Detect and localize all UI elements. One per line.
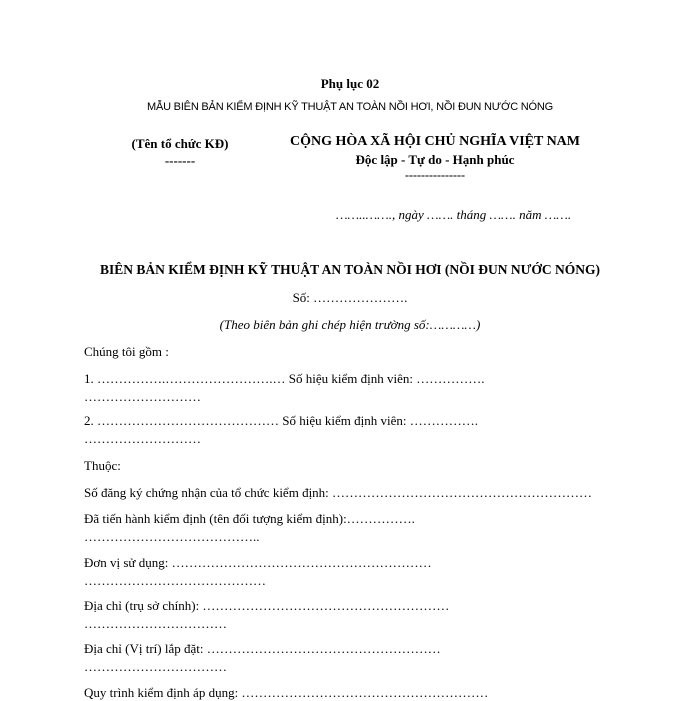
inspector-2-line: 2. …………………………………… Số hiệu kiểm định viên: …………….	[84, 413, 478, 428]
install-location-continuation: ……………………………	[84, 659, 227, 674]
inspection-procedure-line: Quy trình kiểm định áp dụng: …………………………………………………	[84, 685, 489, 700]
inspector-1-line: 1. …………….…………………….… Số hiệu kiểm định viên: …………….	[84, 371, 485, 386]
national-title: CỘNG HÒA XÃ HỘI CHỦ NGHĨA VIỆT NAM	[289, 134, 580, 149]
document-number: Số: ………………….	[292, 290, 408, 305]
appendix-subtitle: MẪU BIÊN BẢN KIỂM ĐỊNH KỸ THUẬT AN TOÀN NỒI HƠI, NỒI ĐUN NƯỚC NÓNG	[146, 101, 554, 113]
inspector-1-continuation: ………………………	[84, 389, 201, 404]
appendix-label: Phụ lục 02	[320, 76, 380, 91]
head-office-address-line: Địa chỉ (trụ sở chính): …………………………………………………	[84, 598, 450, 613]
organization-dash: -------	[164, 153, 196, 168]
organization-name: (Tên tổ chức KĐ)	[131, 136, 229, 151]
inspected-object-continuation: …………………………………..	[84, 529, 260, 544]
belongs-to-label: Thuộc:	[84, 458, 121, 473]
we-include-label: Chúng tôi gồm :	[84, 344, 169, 359]
install-location-line: Địa chỉ (Vị trí) lắp đặt: ………………………………………………	[84, 641, 441, 656]
date-line: ……..……., ngày ……. tháng ……. năm …….	[336, 207, 572, 222]
motto-dash: ---------------	[405, 168, 465, 182]
field-record-reference: (Theo biên bản ghi chép hiện trường số:…………)	[219, 317, 481, 332]
head-office-address-continuation: ……………………………	[84, 616, 227, 631]
registration-number-line: Số đăng ký chứng nhận của tổ chức kiểm định: ……………………………………………………	[84, 485, 593, 500]
user-unit-continuation: ……………………………………	[84, 573, 266, 588]
inspector-2-continuation: ………………………	[84, 431, 201, 446]
inspected-object-line: Đã tiến hành kiểm định (tên đối tượng kiểm định):…………….	[84, 511, 415, 526]
national-motto: Độc lập - Tự do - Hạnh phúc	[355, 152, 515, 167]
user-unit-line: Đơn vị sử dụng: ……………………………………………………	[84, 555, 432, 570]
document-title: BIÊN BẢN KIỂM ĐỊNH KỸ THUẬT AN TOÀN NỒI HƠI (NỒI ĐUN NƯỚC NÓNG)	[100, 262, 600, 277]
